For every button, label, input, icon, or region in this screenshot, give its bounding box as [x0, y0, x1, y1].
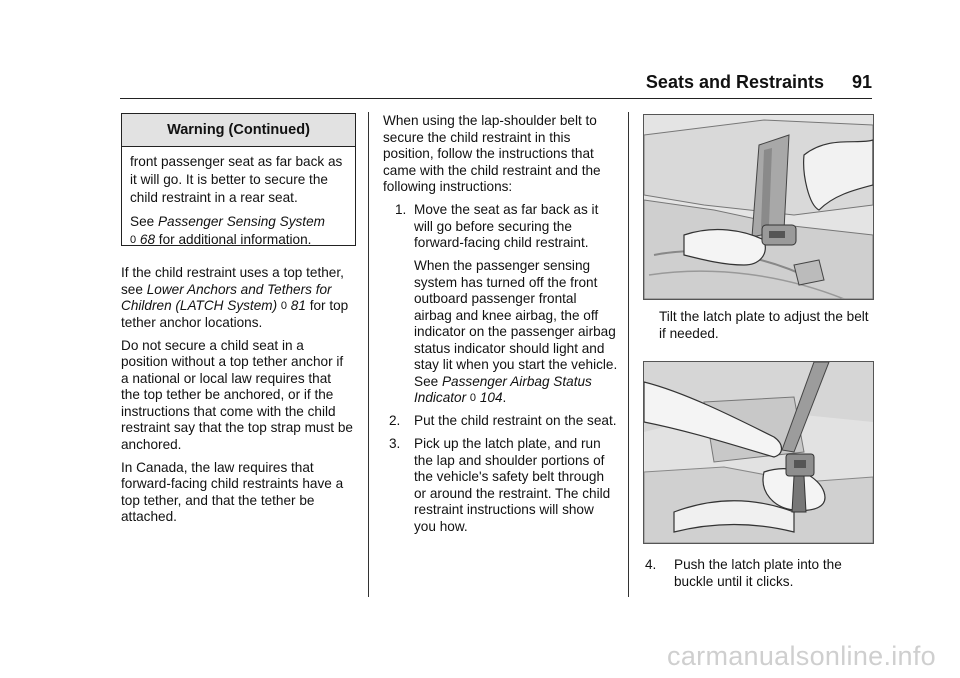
airbag-status-link[interactable]: Passenger Airbag Status Indicator	[414, 373, 592, 405]
page-ref-104[interactable]: 104	[479, 390, 503, 405]
section-title: Seats and Restraints	[645, 72, 824, 92]
steps-list	[383, 202, 618, 535]
step-2-text: Put the child restraint on the seat.	[414, 413, 617, 428]
passenger-sensing-link[interactable]: Passenger Sensing System	[157, 214, 325, 229]
step-1-note	[414, 258, 618, 407]
page-ref-icon: 0	[280, 300, 288, 312]
column-divider-right	[628, 112, 629, 597]
step-3	[383, 436, 618, 535]
left-paragraph-3: In Canada, the law requires that forward-facing child restraints have a top tether, and that the tether be attached.	[121, 459, 344, 524]
latch-plate-tilt-illustration	[643, 114, 874, 300]
page-ref-icon: 0	[469, 392, 477, 404]
step-1-text: Move the seat as far back as it will go before securing the forward-facing child restraint.	[414, 202, 599, 250]
note-start: When the passenger sensing system has turned off the front outboard passenger frontal airbag and knee airbag, the off indicator on the passenger airbag status indicator should light and stay lit when you start the vehicle. See	[414, 258, 618, 389]
warning-body	[122, 147, 355, 249]
column-divider-left	[368, 112, 369, 597]
header-rule	[120, 98, 872, 99]
step-4-block	[643, 557, 875, 597]
middle-intro: When using the lap-shoulder belt to secure the child restraint in this position, follow the instructions that came with the child restraint and the following instructions:	[383, 113, 601, 194]
step-4-number: 4.	[645, 557, 657, 572]
step-2-number: 2.	[389, 413, 401, 428]
page-number: 91	[851, 72, 872, 92]
step-1-number: 1.	[395, 202, 407, 217]
step-4	[643, 557, 875, 590]
step-3-text: Pick up the latch plate, and run the lap and shoulder portions of the vehicle's safety belt through or around the restraint. The child restraint instructions will show you how.	[414, 436, 611, 534]
page-ref-68[interactable]: 68	[139, 232, 156, 247]
p1-start: If the child restraint uses a top tether, see	[121, 265, 344, 297]
p1-end: for top tether anchor locations.	[121, 298, 349, 330]
latch-system-link[interactable]: Lower Anchors and Tethers for Children (LATCH System)	[121, 281, 332, 313]
steps-list-continued	[643, 557, 875, 590]
see-suffix: for additional information.	[155, 232, 312, 247]
left-column	[121, 265, 353, 532]
see-prefix: See	[130, 214, 158, 229]
step-1	[383, 202, 618, 407]
latch-plate-insert-illustration	[643, 361, 874, 544]
warning-text: front passenger seat as far back as it will go. It is better to secure the child restraint in a rear seat.	[130, 154, 343, 205]
page-header	[120, 70, 872, 100]
left-paragraph-1	[121, 265, 353, 331]
note-end: .	[502, 390, 507, 405]
step-4-text: Push the latch plate into the buckle until it clicks.	[674, 557, 842, 589]
watermark: carmanualsonline.info	[667, 641, 936, 671]
step-2	[383, 413, 618, 430]
step-3-number: 3.	[389, 436, 401, 451]
warning-see	[130, 213, 347, 249]
middle-column	[383, 113, 618, 542]
caption-1: Tilt the latch plate to adjust the belt if needed.	[659, 309, 869, 341]
illustration-1-svg	[644, 115, 873, 299]
illustration-2-svg	[644, 362, 873, 543]
warning-title: Warning (Continued)	[122, 114, 355, 147]
left-paragraph-2: Do not secure a child seat in a position without a top tether anchor if a national or local law requires that the top tether be anchored, or if the instructions that come with the child restraint say that the top strap must be anchored.	[121, 337, 353, 452]
warning-box	[121, 113, 356, 246]
page-ref-icon: 0	[130, 234, 137, 246]
page-ref-81[interactable]: 81	[290, 298, 306, 313]
